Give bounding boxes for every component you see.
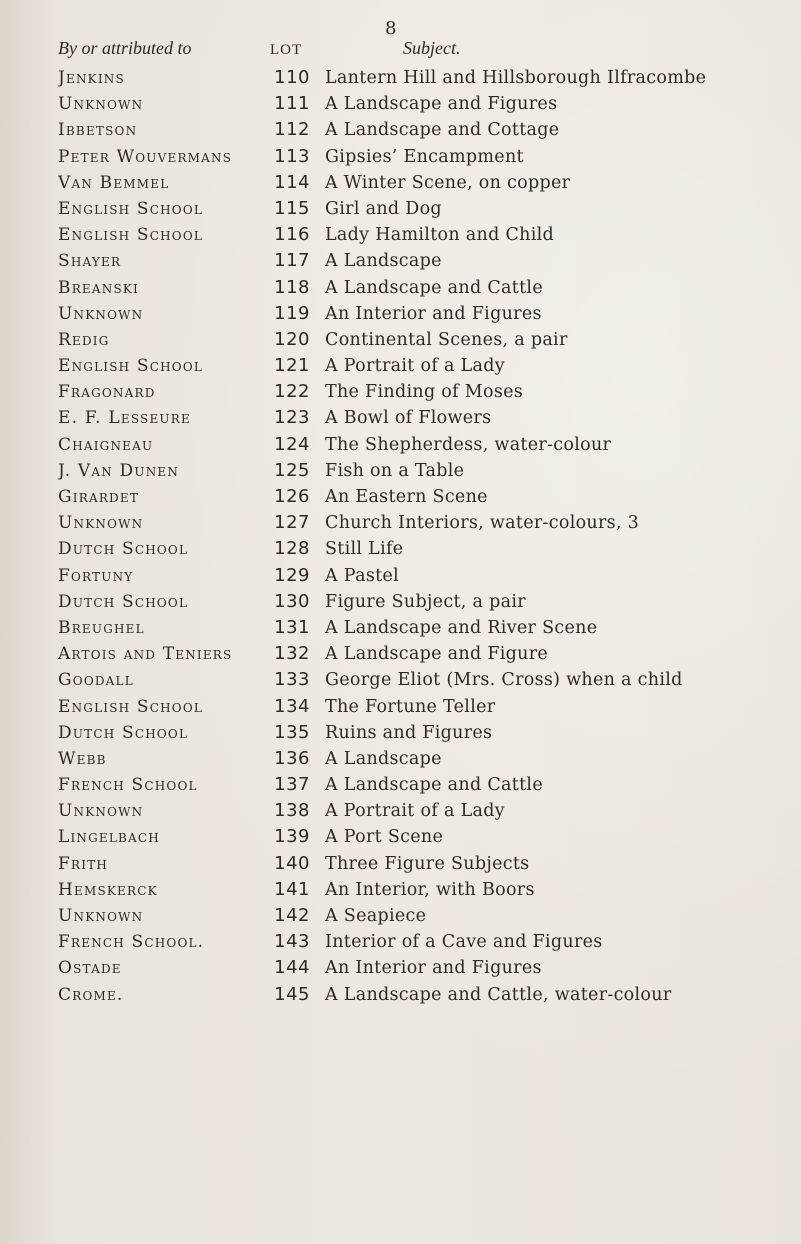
lot-row xyxy=(0,955,801,981)
artist-name: English School xyxy=(58,356,204,377)
lot-subject: A Winter Scene, on copper xyxy=(325,172,571,193)
lot-number: 117 xyxy=(274,250,310,272)
lot-row xyxy=(0,746,801,772)
lot-row xyxy=(0,484,801,510)
artist-name: Dutch School xyxy=(58,591,189,612)
lot-subject: Lantern Hill and Hillsborough Ilfracombe xyxy=(325,68,707,88)
lot-subject: Ruins and Figures xyxy=(325,722,493,743)
lot-subject: George Eliot (Mrs. Cross) when a child xyxy=(325,670,683,691)
lot-row xyxy=(0,667,801,693)
artist-name: Fragonard xyxy=(58,382,156,403)
artist-name: Van Bemmel xyxy=(58,172,170,193)
lot-row xyxy=(0,144,801,170)
artist-name: Unknown xyxy=(58,513,144,534)
artist-name: English School xyxy=(58,198,204,219)
lot-number: 132 xyxy=(274,643,310,665)
lot-number: 139 xyxy=(274,826,310,848)
lot-subject: A Seapiece xyxy=(325,906,427,926)
artist-name: Hemskerck xyxy=(58,879,158,900)
lot-subject: A Pastel xyxy=(325,565,399,586)
artist-name: French School xyxy=(58,775,198,796)
lot-row xyxy=(0,982,801,1008)
lot-row xyxy=(0,641,801,667)
lot-number: 144 xyxy=(274,957,310,979)
artist-name: Webb xyxy=(58,748,107,769)
lot-row xyxy=(0,589,801,615)
lot-subject: A Landscape and River Scene xyxy=(325,617,598,638)
artist-name: Redig xyxy=(58,329,110,350)
lot-row xyxy=(0,510,801,536)
lot-row xyxy=(0,170,801,196)
lot-subject: A Portrait of a Lady xyxy=(325,356,505,377)
lot-row xyxy=(0,903,801,929)
artist-name: Unknown xyxy=(58,801,144,822)
lot-row xyxy=(0,720,801,746)
page-number: 8 xyxy=(385,18,397,39)
lot-number: 112 xyxy=(274,119,310,141)
artist-name: English School xyxy=(58,696,204,717)
lot-row xyxy=(0,353,801,379)
subject-column-header: Subject. xyxy=(403,38,461,58)
lot-number: 145 xyxy=(274,983,310,1005)
lot-subject: The Shepherdess, water-colour xyxy=(325,434,612,455)
lot-number: 142 xyxy=(274,905,310,926)
artist-name: J. Van Dunen xyxy=(58,460,180,481)
lot-number: 135 xyxy=(274,721,310,743)
lot-number: 125 xyxy=(274,459,310,481)
artist-name: Chaigneau xyxy=(58,434,154,455)
lot-row xyxy=(0,615,801,641)
lot-subject: A Landscape and Figure xyxy=(325,644,549,665)
lot-row xyxy=(0,248,801,274)
artist-name: Fortuny xyxy=(58,565,134,586)
lot-subject: An Interior, with Boors xyxy=(325,879,535,900)
lot-subject: Lady Hamilton and Child xyxy=(325,225,555,246)
artist-name: Shayer xyxy=(58,251,122,272)
artist-name: Crome. xyxy=(58,984,124,1005)
lot-list xyxy=(0,65,801,1008)
lot-number: 129 xyxy=(274,564,310,586)
lot-number: 126 xyxy=(274,486,310,507)
lot-row xyxy=(0,851,801,877)
lot-row xyxy=(0,772,801,798)
lot-subject: A Landscape xyxy=(325,748,442,769)
lot-number: 115 xyxy=(274,197,310,219)
lot-subject: An Interior and Figures xyxy=(325,958,542,979)
lot-row xyxy=(0,91,801,117)
artist-name: Breanski xyxy=(58,277,139,298)
lot-number: 140 xyxy=(274,852,310,874)
artist-column-header: By or attributed to xyxy=(58,38,192,58)
artist-name: Breughel xyxy=(58,617,145,638)
lot-number: 124 xyxy=(274,433,310,455)
lot-number: 130 xyxy=(274,590,310,612)
lot-subject: A Portrait of a Lady xyxy=(325,801,505,822)
lot-number: 118 xyxy=(274,276,310,298)
lot-row xyxy=(0,536,801,562)
lot-number: 127 xyxy=(274,512,310,534)
artist-name: French School. xyxy=(58,932,205,953)
lot-number: 134 xyxy=(274,695,310,717)
lot-row xyxy=(0,563,801,589)
artist-name: Peter Wouvermans xyxy=(58,146,233,167)
lot-subject: Interior of a Cave and Figures xyxy=(325,932,603,953)
lot-subject: A Landscape and Cottage xyxy=(325,120,560,141)
lot-row xyxy=(0,117,801,143)
lot-subject: Figure Subject, a pair xyxy=(325,591,526,612)
lot-subject: A Landscape and Cattle xyxy=(325,775,543,796)
lot-number: 133 xyxy=(274,669,310,691)
lot-row xyxy=(0,327,801,353)
artist-name: Dutch School xyxy=(58,539,189,560)
lot-column-header: LOT xyxy=(270,42,303,58)
artist-name: Jenkins xyxy=(58,68,125,88)
lot-subject: Still Life xyxy=(325,539,404,560)
lot-subject: Continental Scenes, a pair xyxy=(325,329,568,350)
lot-subject: A Port Scene xyxy=(325,827,444,848)
artist-name: Girardet xyxy=(58,487,140,507)
lot-row xyxy=(0,275,801,301)
lot-subject: Girl and Dog xyxy=(325,198,442,219)
lot-subject: Fish on a Table xyxy=(325,460,465,481)
lot-row xyxy=(0,196,801,222)
lot-row xyxy=(0,65,801,91)
lot-subject: A Bowl of Flowers xyxy=(325,408,492,429)
lot-number: 122 xyxy=(274,381,310,403)
lot-row xyxy=(0,301,801,327)
lot-number: 119 xyxy=(274,302,310,324)
lot-subject: An Interior and Figures xyxy=(325,303,542,324)
artist-name: Ostade xyxy=(58,958,122,979)
lot-number: 120 xyxy=(274,328,310,350)
lot-row xyxy=(0,798,801,824)
lot-number: 131 xyxy=(274,616,310,638)
lot-subject: A Landscape and Cattle xyxy=(325,277,543,298)
lot-subject: Church Interiors, water-colours, 3 xyxy=(325,513,640,534)
lot-number: 123 xyxy=(274,407,310,429)
artist-name: Ibbetson xyxy=(58,120,138,141)
artist-name: E. F. Lesseure xyxy=(58,408,191,429)
artist-name: Dutch School xyxy=(58,722,189,743)
lot-number: 110 xyxy=(274,67,310,88)
artist-name: Unknown xyxy=(58,303,144,324)
artist-name: Artois and Teniers xyxy=(58,644,233,665)
artist-name: Unknown xyxy=(58,906,144,926)
lot-row xyxy=(0,379,801,405)
lot-row xyxy=(0,824,801,850)
lot-subject: A Landscape xyxy=(325,251,442,272)
lot-number: 121 xyxy=(274,355,310,377)
lot-number: 116 xyxy=(274,224,310,246)
artist-name: Frith xyxy=(58,853,109,874)
lot-subject: A Landscape and Cattle, water-colour xyxy=(325,984,672,1005)
lot-subject: An Eastern Scene xyxy=(325,487,488,507)
artist-name: Goodall xyxy=(58,670,134,691)
artist-name: Lingelbach xyxy=(58,827,160,848)
lot-row xyxy=(0,929,801,955)
lot-number: 138 xyxy=(274,800,310,822)
lot-subject: A Landscape and Figures xyxy=(325,94,558,115)
lot-row xyxy=(0,432,801,458)
lot-subject: Three Figure Subjects xyxy=(325,853,530,874)
lot-number: 128 xyxy=(274,538,310,560)
artist-name: Unknown xyxy=(58,94,144,115)
lot-number: 111 xyxy=(274,93,310,115)
lot-subject: The Fortune Teller xyxy=(325,696,496,717)
lot-row xyxy=(0,877,801,903)
lot-subject: The Finding of Moses xyxy=(325,382,524,403)
lot-number: 114 xyxy=(274,171,310,193)
lot-row xyxy=(0,222,801,248)
lot-row xyxy=(0,694,801,720)
lot-number: 136 xyxy=(274,747,310,769)
lot-subject: Gipsies’ Encampment xyxy=(325,146,524,167)
lot-number: 143 xyxy=(274,931,310,953)
lot-number: 137 xyxy=(274,774,310,796)
lot-row xyxy=(0,458,801,484)
artist-name: English School xyxy=(58,225,204,246)
lot-number: 141 xyxy=(274,878,310,900)
lot-number: 113 xyxy=(274,145,310,167)
lot-row xyxy=(0,405,801,431)
